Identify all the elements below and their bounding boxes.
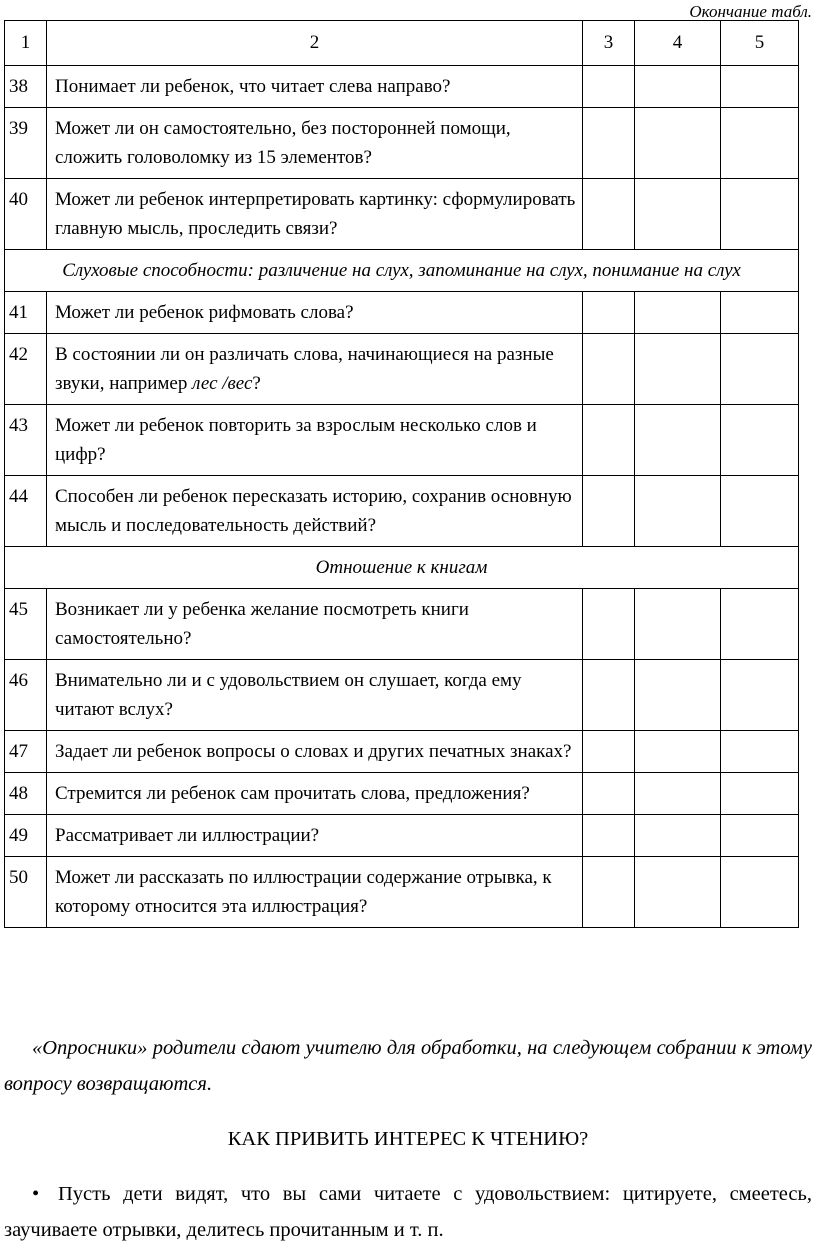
- question-text: [47, 731, 583, 773]
- answer-cell-col5[interactable]: [721, 179, 799, 250]
- question-text: [47, 660, 583, 731]
- question-text: [47, 476, 583, 547]
- answer-cell-col4[interactable]: [635, 292, 721, 334]
- question-text-main: Может ли ребенок рифмовать слова?: [55, 302, 354, 323]
- note-paragraph: «Опросники» родители сдают учителю для обработки, на следующем собрании к этому вопросу возвращаются.: [4, 1037, 812, 1095]
- question-example: лес /вес: [192, 373, 253, 394]
- question-text-main: Внимательно ли и с удовольствием он слушает, когда ему читают вслух?: [55, 670, 522, 720]
- answer-cell-col5[interactable]: [721, 476, 799, 547]
- row-number: 44: [5, 476, 47, 547]
- bullet-paragraph: [4, 1176, 812, 1248]
- question-text-main: Может ли рассказать по иллюстрации содержание отрывка, к которому относится эта иллюстрация?: [55, 867, 552, 917]
- answer-cell-col5[interactable]: [721, 773, 799, 815]
- answer-cell-col3[interactable]: [583, 857, 635, 928]
- answer-cell-col3[interactable]: [583, 179, 635, 250]
- answer-cell-col3[interactable]: [583, 773, 635, 815]
- question-text: [47, 589, 583, 660]
- section-row: [5, 547, 799, 589]
- answer-cell-col4[interactable]: [635, 476, 721, 547]
- question-text-main: Понимает ли ребенок, что читает слева направо?: [55, 76, 451, 97]
- answer-cell-col4[interactable]: [635, 731, 721, 773]
- row-number: 42: [5, 334, 47, 405]
- header-cell-1: 1: [5, 21, 47, 66]
- question-text: [47, 773, 583, 815]
- answer-cell-col5[interactable]: [721, 660, 799, 731]
- answer-cell-col5[interactable]: [721, 857, 799, 928]
- question-text-main: Способен ли ребенок пересказать историю, сохранив основную мысль и последовательность действий?: [55, 486, 572, 536]
- question-tail: ?: [252, 373, 261, 394]
- section-heading: КАК ПРИВИТЬ ИНТЕРЕС К ЧТЕНИЮ?: [227, 1128, 589, 1150]
- answer-cell-col3[interactable]: [583, 334, 635, 405]
- question-text-main: Задает ли ребенок вопросы о словах и других печатных знаках?: [55, 741, 572, 762]
- header-row: [5, 21, 799, 66]
- question-text: [47, 108, 583, 179]
- section-title: Слуховые способности: различение на слух, запоминание на слух, понимание на слух: [5, 250, 799, 292]
- answer-cell-col3[interactable]: [583, 815, 635, 857]
- header-cell-2: 2: [47, 21, 583, 66]
- row-number: 40: [5, 179, 47, 250]
- table-row: [5, 815, 799, 857]
- answer-cell-col5[interactable]: [721, 589, 799, 660]
- answer-cell-col3[interactable]: [583, 108, 635, 179]
- questionnaire-table: [4, 20, 799, 928]
- bullet-text: Пусть дети видят, что вы сами читаете с удовольствием: цитируете, смеетесь, заучиваете отрывки, делитесь прочитанным и т. п.: [4, 1183, 812, 1241]
- header-cell-5: 5: [721, 21, 799, 66]
- row-number: 39: [5, 108, 47, 179]
- answer-cell-col3[interactable]: [583, 731, 635, 773]
- table-row: [5, 660, 799, 731]
- question-text: [47, 857, 583, 928]
- answer-cell-col5[interactable]: [721, 731, 799, 773]
- question-text-main: Может ли ребенок интерпретировать картинку: сформулировать главную мысль, проследить связи?: [55, 189, 576, 239]
- question-text: [47, 179, 583, 250]
- answer-cell-col3[interactable]: [583, 66, 635, 108]
- question-text: [47, 66, 583, 108]
- question-text-main: Стремится ли ребенок сам прочитать слова, предложения?: [55, 783, 530, 804]
- table-row: [5, 108, 799, 179]
- header-cell-4: 4: [635, 21, 721, 66]
- table-row: [5, 179, 799, 250]
- answer-cell-col4[interactable]: [635, 857, 721, 928]
- row-number: 38: [5, 66, 47, 108]
- answer-cell-col3[interactable]: [583, 292, 635, 334]
- question-text-main: Может ли ребенок повторить за взрослым несколько слов и цифр?: [55, 415, 537, 465]
- row-number: 49: [5, 815, 47, 857]
- answer-cell-col3[interactable]: [583, 589, 635, 660]
- answer-cell-col5[interactable]: [721, 815, 799, 857]
- row-number: 41: [5, 292, 47, 334]
- table-caption: Окончание табл.: [689, 2, 812, 21]
- row-number: 48: [5, 773, 47, 815]
- answer-cell-col4[interactable]: [635, 405, 721, 476]
- answer-cell-col4[interactable]: [635, 334, 721, 405]
- table-row: [5, 334, 799, 405]
- question-text-main: Может ли он самостоятельно, без посторонней помощи, сложить головоломку из 15 элементов?: [55, 118, 511, 168]
- question-text: [47, 815, 583, 857]
- table-row: [5, 589, 799, 660]
- table-row: [5, 66, 799, 108]
- table-row: [5, 476, 799, 547]
- row-number: 43: [5, 405, 47, 476]
- answer-cell-col3[interactable]: [583, 405, 635, 476]
- table-row: [5, 857, 799, 928]
- table-row: [5, 292, 799, 334]
- answer-cell-col4[interactable]: [635, 66, 721, 108]
- section-row: [5, 250, 799, 292]
- answer-cell-col5[interactable]: [721, 405, 799, 476]
- question-text: [47, 334, 583, 405]
- table-row: [5, 773, 799, 815]
- answer-cell-col3[interactable]: [583, 476, 635, 547]
- table-row: [5, 405, 799, 476]
- answer-cell-col5[interactable]: [721, 66, 799, 108]
- answer-cell-col4[interactable]: [635, 108, 721, 179]
- header-cell-3: 3: [583, 21, 635, 66]
- question-text-main: Рассматривает ли иллюстрации?: [55, 825, 320, 846]
- answer-cell-col3[interactable]: [583, 660, 635, 731]
- answer-cell-col4[interactable]: [635, 589, 721, 660]
- row-number: 46: [5, 660, 47, 731]
- section-title: Отношение к книгам: [5, 547, 799, 589]
- answer-cell-col5[interactable]: [721, 108, 799, 179]
- question-text-main: В состоянии ли он различать слова, начинающиеся на разные звуки, например: [55, 344, 554, 394]
- question-text-main: Возникает ли у ребенка желание посмотреть книги самостоятельно?: [55, 599, 469, 649]
- row-number: 47: [5, 731, 47, 773]
- answer-cell-col4[interactable]: [635, 773, 721, 815]
- row-number: 50: [5, 857, 47, 928]
- answer-cell-col4[interactable]: [635, 815, 721, 857]
- question-text: [47, 405, 583, 476]
- answer-cell-col4[interactable]: [635, 660, 721, 731]
- answer-cell-col5[interactable]: [721, 292, 799, 334]
- row-number: 45: [5, 589, 47, 660]
- answer-cell-col5[interactable]: [721, 334, 799, 405]
- bullet-icon: •: [32, 1183, 40, 1205]
- answer-cell-col4[interactable]: [635, 179, 721, 250]
- question-text: [47, 292, 583, 334]
- table-row: [5, 731, 799, 773]
